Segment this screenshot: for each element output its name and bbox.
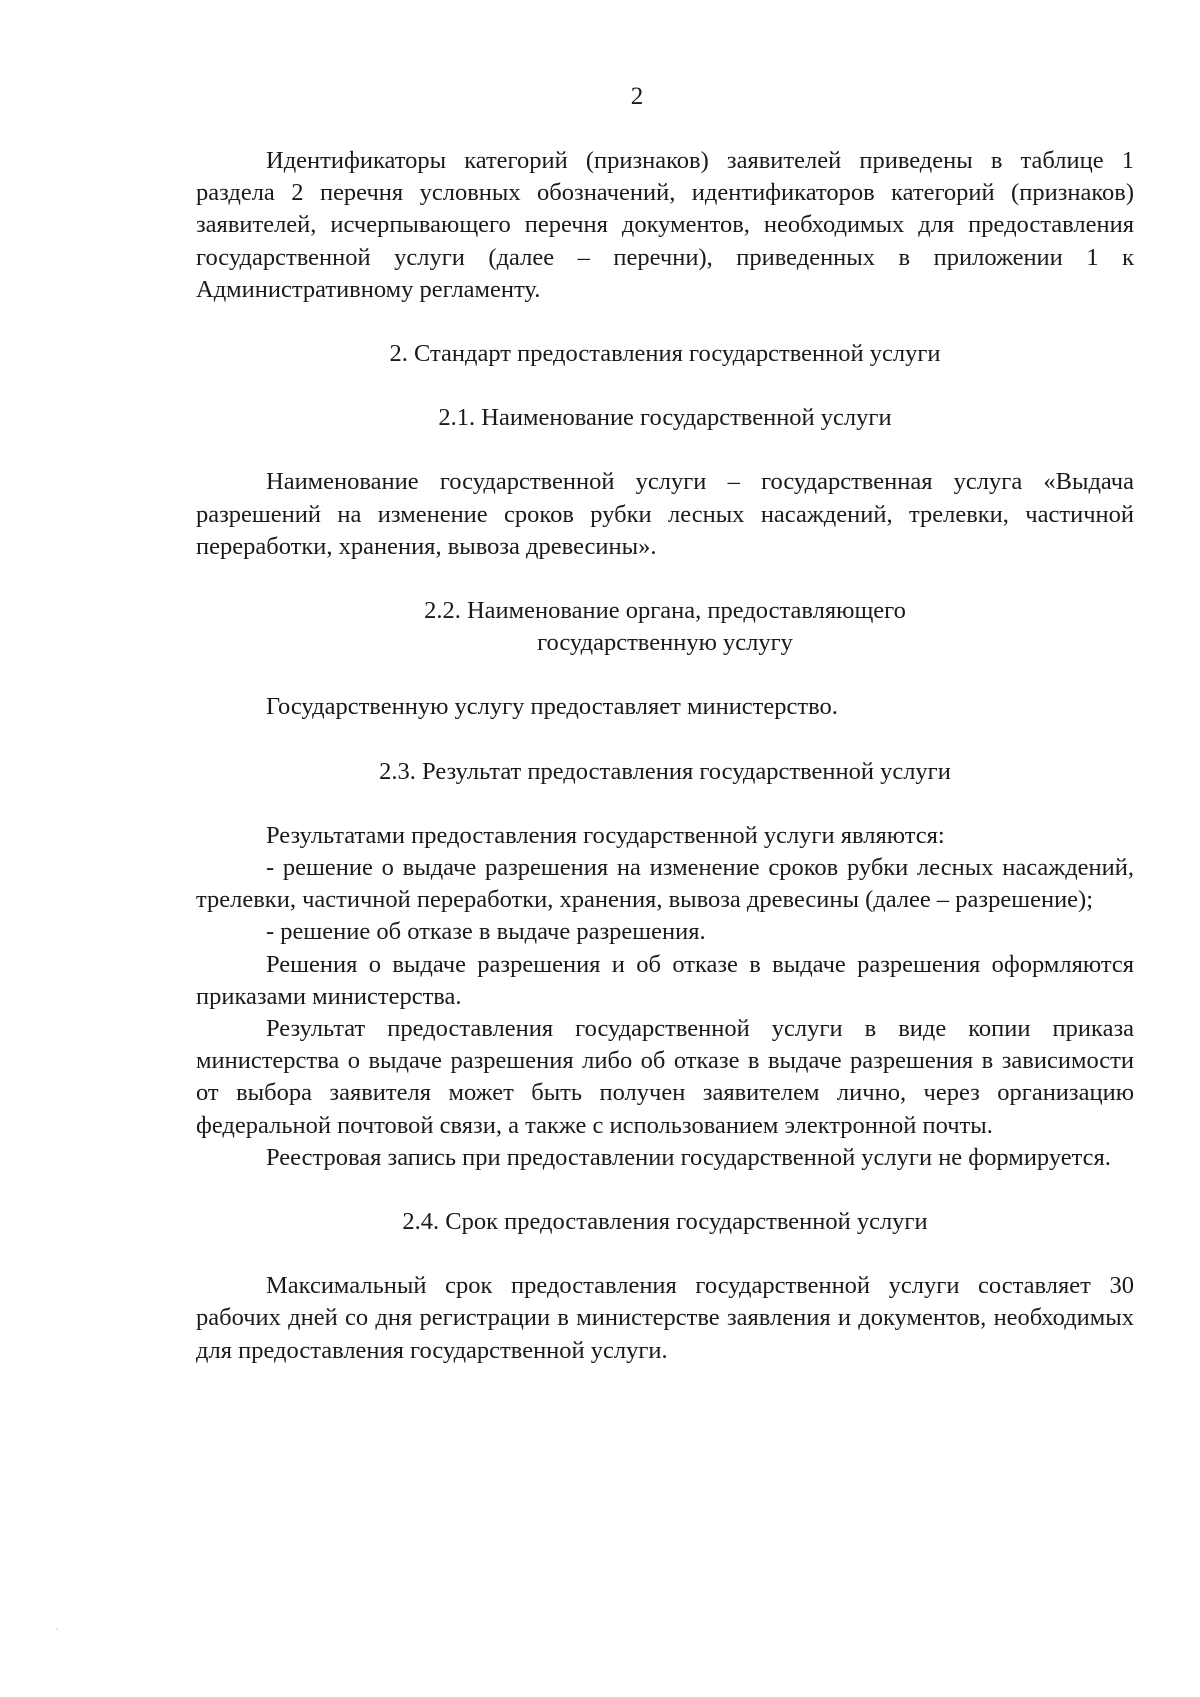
section-2-1-paragraph: Наименование государственной услуги – государственная услуга «Выдача разрешений на изменение сроков рубки лесных насаждений, трелевки, частичной переработки, хранения, вывоза древесины». bbox=[196, 468, 1134, 560]
section-2-2-heading-line2: государственную услугу bbox=[537, 629, 793, 657]
section-2-3-paragraph: Реестровая запись при предоставлении государственной услуги не формируется. bbox=[266, 1143, 1111, 1171]
section-2-1-heading: 2.1. Наименование государственной услуги bbox=[438, 404, 892, 432]
document-body bbox=[196, 145, 1134, 1367]
section-2-3-heading: 2.3. Результат предоставления государственной услуги bbox=[379, 757, 951, 785]
page-number: 2 bbox=[630, 83, 644, 110]
section-2-3-paragraph: - решение об отказе в выдаче разрешения. bbox=[266, 918, 706, 946]
section-2-2-paragraph: Государственную услугу предоставляет министерство. bbox=[266, 693, 838, 721]
section-2-2-heading-line1: 2.2. Наименование органа, предоставляющего bbox=[424, 597, 906, 625]
scan-speck bbox=[56, 1628, 58, 1630]
section-2-heading: 2. Стандарт предоставления государственной услуги bbox=[389, 340, 941, 368]
section-2-3-paragraph: Результат предоставления государственной услуги в виде копии приказа министерства о выдаче разрешения либо об отказе в выдаче разрешения в зависимости от выбора заявителя может быть получен заявителем лично, через организацию федеральной почтовой связи, а также с использованием электронной почты. bbox=[196, 1015, 1134, 1139]
section-2-3-paragraph: - решение о выдаче разрешения на изменение сроков рубки лесных насаждений, трелевки, частичной переработки, хранения, вывоза древесины (далее – разрешение); bbox=[196, 854, 1134, 914]
section-2-3-paragraph: Решения о выдаче разрешения и об отказе в выдаче разрешения оформляются приказами министерства. bbox=[196, 950, 1134, 1010]
section-2-4-heading: 2.4. Срок предоставления государственной услуги bbox=[402, 1208, 928, 1236]
section-2-3-paragraph: Результатами предоставления государственной услуги являются: bbox=[266, 821, 945, 849]
section-2-4-paragraph: Максимальный срок предоставления государственной услуги составляет 30 рабочих дней со дня регистрации в министерстве заявления и документов, необходимых для предоставления государственной услуги. bbox=[196, 1272, 1134, 1364]
intro-paragraph: Идентификаторы категорий (признаков) заявителей приведены в таблице 1 раздела 2 перечня условных обозначений, идентификаторов категорий (признаков) заявителей, исчерпывающего перечня документов, необходимых для предоставления государственной услуги (далее – перечни), приведенных в приложении 1 к Административному регламенту. bbox=[196, 147, 1134, 303]
